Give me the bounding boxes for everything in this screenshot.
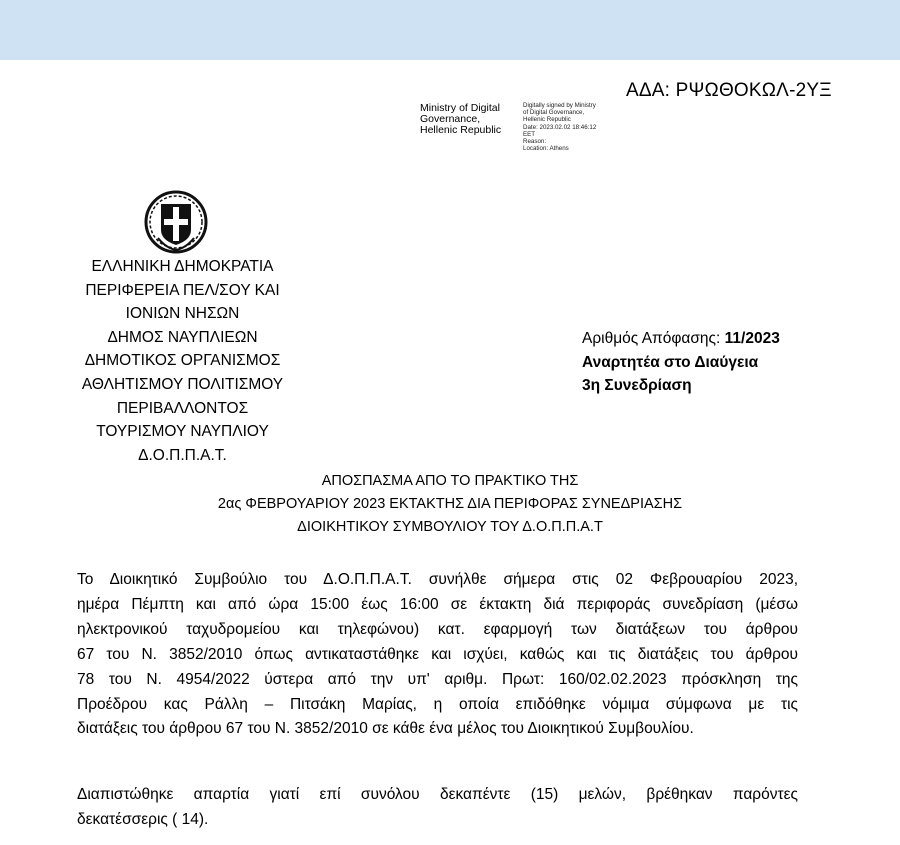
organization-line: ΔΗΜΟΣ ΝΑΥΠΛΙΕΩΝ bbox=[107, 328, 258, 346]
organization-line: ΔΗΜΟΤΙΚΟΣ ΟΡΓΑΝΙΣΜΟΣ bbox=[84, 352, 281, 370]
organization-line: ΤΟΥΡΙΣΜΟΥ ΝΑΥΠΛΙΟΥ bbox=[96, 423, 269, 441]
organization-line: Δ.Ο.Π.Π.Α.Τ. bbox=[138, 446, 227, 464]
decision-number-label: Αριθμός Απόφασης: bbox=[582, 330, 725, 347]
paragraph-line: 67 του Ν. 3852/2010 όπως αντικαταστάθηκε και ισχύει, καθώς και τις διατάξεις του άρθρου bbox=[77, 645, 798, 663]
organization-line: ΕΛΛΗΝΙΚΗ ΔΗΜΟΚΡΑΤΙΑ bbox=[91, 258, 274, 275]
signature-detail-line: Hellenic Republic bbox=[523, 116, 571, 124]
extract-title-line: ΑΠΟΣΠΑΣΜΑ ΑΠΟ ΤΟ ΠΡΑΚΤΙΚΟ ΤΗΣ bbox=[321, 473, 579, 489]
extract-title bbox=[80, 470, 820, 539]
signature-detail-line: Reason: bbox=[523, 138, 547, 146]
decision-number-value: 11/2023 bbox=[724, 330, 780, 347]
top-banner bbox=[0, 0, 900, 60]
signature-detail-line: Date: 2023.02.02 18:46:12 bbox=[523, 123, 597, 131]
extract-title-line: ΔΙΟΙΚΗΤΙΚΟΥ ΣΥΜΒΟΥΛΙΟΥ ΤΟΥ Δ.Ο.Π.Π.Α.Τ bbox=[297, 519, 603, 535]
signer-line: Ministry of Digital bbox=[420, 102, 500, 114]
organization-line: ΑΘΛΗΤΙΣΜΟΥ ΠΟΛΙΤΙΣΜΟΥ bbox=[81, 375, 284, 393]
signature-detail-line: Digitally signed by Ministry bbox=[523, 102, 596, 109]
body-paragraph-2 bbox=[77, 783, 798, 833]
organization-line: ΙΟΝΙΩΝ ΝΗΣΩΝ bbox=[125, 305, 240, 323]
organization-line: ΠΕΡΙΒΑΛΛΟΝΤΟΣ bbox=[116, 399, 249, 417]
extract-title-line: 2ας ΦΕΒΡΟΥΑΡΙΟΥ 2023 ΕΚΤΑΚΤΗΣ ΔΙΑ ΠΕΡΙΦΟΡΑΣ ΣΥΝΕΔΡΙΑΣΗΣ bbox=[217, 496, 683, 512]
decision-session: 3η Συνεδρίαση bbox=[582, 377, 692, 395]
decision-block bbox=[582, 327, 780, 398]
paragraph-line: ηλεκτρονικού ταχυδρομείου και τηλεφώνου) κατ. εφαρμογή των διατάξεων του άρθρου bbox=[77, 620, 798, 638]
paragraph-line: Το Διοικητικό Συμβούλιο του Δ.Ο.Π.Π.Α.Τ. συνήλθε σήμερα στις 02 Φεβρουαρίου 2023, bbox=[77, 571, 798, 588]
paragraph-line: ημέρα Πέμπτη και από ώρα 15:00 έως 16:00 σε έκτακτη διά περιφοράς συνεδρίαση (μέσω bbox=[77, 595, 798, 613]
signature-detail-line: Location: Athens bbox=[523, 145, 569, 153]
body-paragraph-1 bbox=[77, 568, 798, 742]
ada-code: ΑΔΑ: ΡΨΩΘΟΚΩΛ-2ΥΞ bbox=[626, 80, 832, 101]
decision-posted: Αναρτητέα στο Διαύγεια bbox=[582, 353, 759, 371]
signature-detail-line: of Digital Governance, bbox=[523, 109, 585, 117]
signer-line: Hellenic Republic bbox=[420, 124, 502, 136]
signature-detail-line: EET bbox=[523, 130, 536, 138]
digital-signer bbox=[420, 103, 520, 136]
greek-republic-emblem-icon bbox=[144, 190, 208, 254]
signature-details bbox=[523, 102, 633, 152]
paragraph-line: Προέδρου κας Ράλλη – Πιτσάκη Μαρίας, η οποία επιδόθηκε νόμιμα σύμφωνα με τις bbox=[77, 695, 798, 713]
paragraph-line: 78 του Ν. 4954/2022 ύστερα από την υπ' αριθμ. Πρωτ: 160/02.02.2023 πρόσκληση της bbox=[77, 670, 798, 688]
paragraph-line: διατάξεις του άρθρου 67 του Ν. 3852/2010 σε κάθε ένα μέλος του Διοικητικού Συμβουλίου. bbox=[77, 720, 694, 738]
paragraph-line: Διαπιστώθηκε απαρτία γιατί επί συνόλου δεκαπέντε (15) μελών, βρέθηκαν παρόντες bbox=[77, 786, 798, 803]
paragraph-line: δεκατέσσερις ( 14). bbox=[77, 810, 209, 828]
organization-block bbox=[60, 255, 305, 467]
organization-line: ΠΕΡΙΦΕΡΕΙΑ ΠΕΛ/ΣΟΥ ΚΑΙ bbox=[85, 281, 280, 299]
signer-line: Governance, bbox=[420, 113, 481, 125]
decision-number bbox=[582, 327, 780, 351]
